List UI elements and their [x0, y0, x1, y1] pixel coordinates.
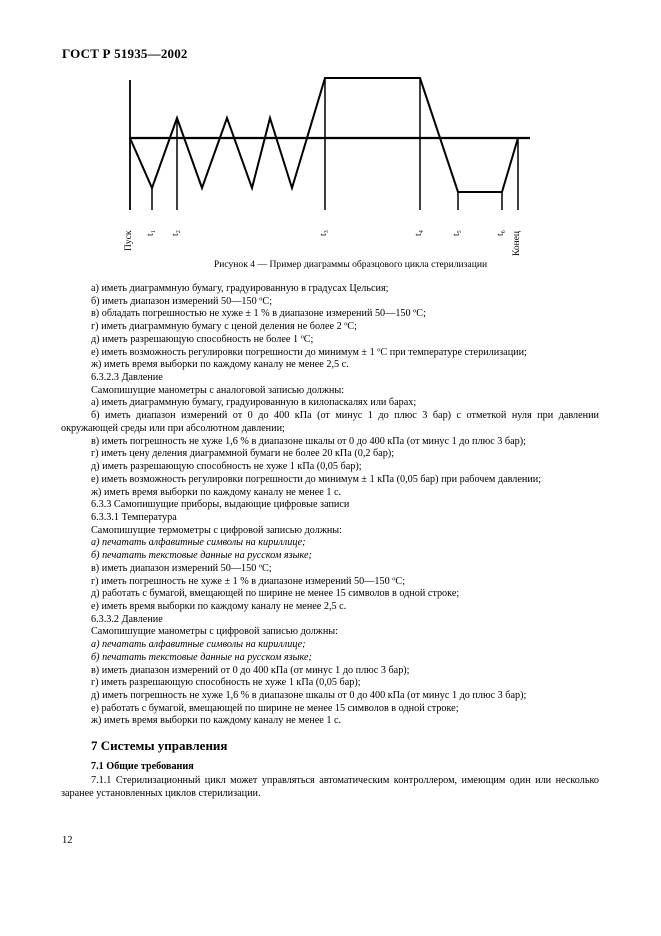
page-number: 12 — [62, 835, 73, 846]
list-item: г) иметь цену деления диаграммной бумаги не более 20 кПа (0,2 бар); — [91, 448, 395, 460]
label-t2: t₂ — [171, 230, 181, 236]
label-end: Конец — [512, 231, 522, 256]
label-t5: t₅ — [452, 230, 462, 236]
section-7-1-title: 7.1 Общие требования — [91, 761, 194, 773]
list-item: ж) иметь время выборки по каждому каналу не менее 2,5 с. — [91, 359, 349, 371]
subsection-heading: 6.3.3.2 Давление — [91, 613, 163, 625]
list-item: а) иметь диаграммную бумагу, градуированную в килопаскалях или барах; — [91, 397, 417, 409]
list-item: а) печатать алфавитные символы на кириллице; — [91, 537, 306, 549]
list-item: а) иметь диаграммную бумагу, градуированную в градусах Цельсия; — [91, 283, 389, 294]
subsection-heading: 6.3.3.1 Температура — [91, 511, 177, 523]
list-item: д) иметь погрешность не хуже 1,6 % в диапазоне шкалы от 0 до 400 кПа (от минус 1 до плюс 3 бар); — [91, 690, 527, 701]
subsection-heading: 6.3.3 Самопишущие приборы, выдающие цифровые записи — [91, 499, 350, 511]
list-item: ж) иметь время выборки по каждому каналу не менее 1 с. — [91, 486, 342, 498]
list-item: в) иметь диапазон измерений 50—150 ºС; — [91, 562, 272, 574]
paragraph: Самопишущие манометры с аналоговой записью должны: — [91, 384, 345, 396]
paragraph-7-1-1: 7.1.1 Стерилизационный цикл может управляться автоматическим контроллером, имеющим один или несколько заранее установленных циклов стерилизации. — [61, 774, 599, 799]
paragraph: Самопишущие манометры с цифровой записью должны: — [91, 626, 338, 638]
list-item: е) работать с бумагой, вмещающей по ширине не менее 15 символов в одной строке; — [91, 702, 459, 714]
list-item: д) иметь разрешающую способность не хуже 1 кПа (0,05 бар); — [91, 461, 362, 473]
section-7-title: 7 Системы управления — [91, 738, 228, 754]
list-item: а) печатать алфавитные символы на кириллице; — [91, 639, 306, 651]
label-t3: t₃ — [319, 230, 329, 236]
list-item: в) обладать погрешностью не хуже ± 1 % в диапазоне измерений 50—150 ºС; — [91, 308, 426, 320]
document-body — [61, 283, 599, 800]
list-item: д) иметь разрешающую способность не более 1 ºС; — [91, 333, 314, 345]
diagram-cycle-curve — [130, 78, 518, 192]
list-item: ж) иметь время выборки по каждому каналу не менее 1 с. — [91, 715, 342, 727]
sterilization-cycle-diagram — [0, 70, 661, 265]
list-item: б) иметь диапазон измерений от 0 до 400 кПа (от минус 1 до плюс 3 бар) с отметкой нуля при давлении окружающей среды или при абсолютном давлении; — [61, 410, 599, 434]
list-item: б) печатать текстовые данные на русском языке; — [91, 651, 312, 663]
list-item: г) иметь разрешающую способность не хуже 1 кПа (0,05 бар); — [91, 677, 361, 689]
label-start: Пуск — [124, 230, 134, 251]
label-t4: t₄ — [414, 230, 424, 236]
list-item: в) иметь диапазон измерений от 0 до 400 кПа (от минус 1 до плюс 3 бар); — [91, 664, 410, 676]
label-t6: t₆ — [496, 230, 506, 236]
list-item: д) работать с бумагой, вмещающей по ширине не менее 15 символов в одной строке; — [91, 588, 460, 600]
label-t1: t₁ — [146, 230, 156, 236]
cycle-diagram-svg — [0, 70, 661, 265]
subsection-heading: 6.3.2.3 Давление — [91, 372, 163, 384]
list-item: б) печатать текстовые данные на русском языке; — [91, 550, 312, 562]
list-item: е) иметь возможность регулировки погрешности до минимум ± 1 ºС при температуре стерилизации; — [91, 346, 527, 358]
list-item: в) иметь погрешность не хуже 1,6 % в диапазоне шкалы от 0 до 400 кПа (от минус 1 до плюс 3 бар); — [91, 435, 526, 447]
list-item: е) иметь время выборки по каждому каналу не менее 2,5 с. — [91, 600, 347, 612]
list-item: б) иметь диапазон измерений 50—150 ºС; — [91, 295, 273, 307]
figure-caption: Рисунок 4 — Пример диаграммы образцового цикла стерилизации — [213, 259, 488, 270]
document-header: ГОСТ Р 51935—2002 — [62, 46, 188, 61]
list-item: г) иметь погрешность не хуже ± 1 % в диапазоне измерений 50—150 ºС; — [91, 575, 406, 587]
paragraph: Самопишущие термометры с цифровой записью должны: — [91, 524, 342, 536]
list-item: е) иметь возможность регулировки погрешности до минимум ± 1 кПа (0,05 бар) при рабочем давлении; — [91, 473, 542, 485]
list-item: г) иметь диаграммную бумагу с ценой деления не более 2 ºС; — [91, 321, 357, 333]
